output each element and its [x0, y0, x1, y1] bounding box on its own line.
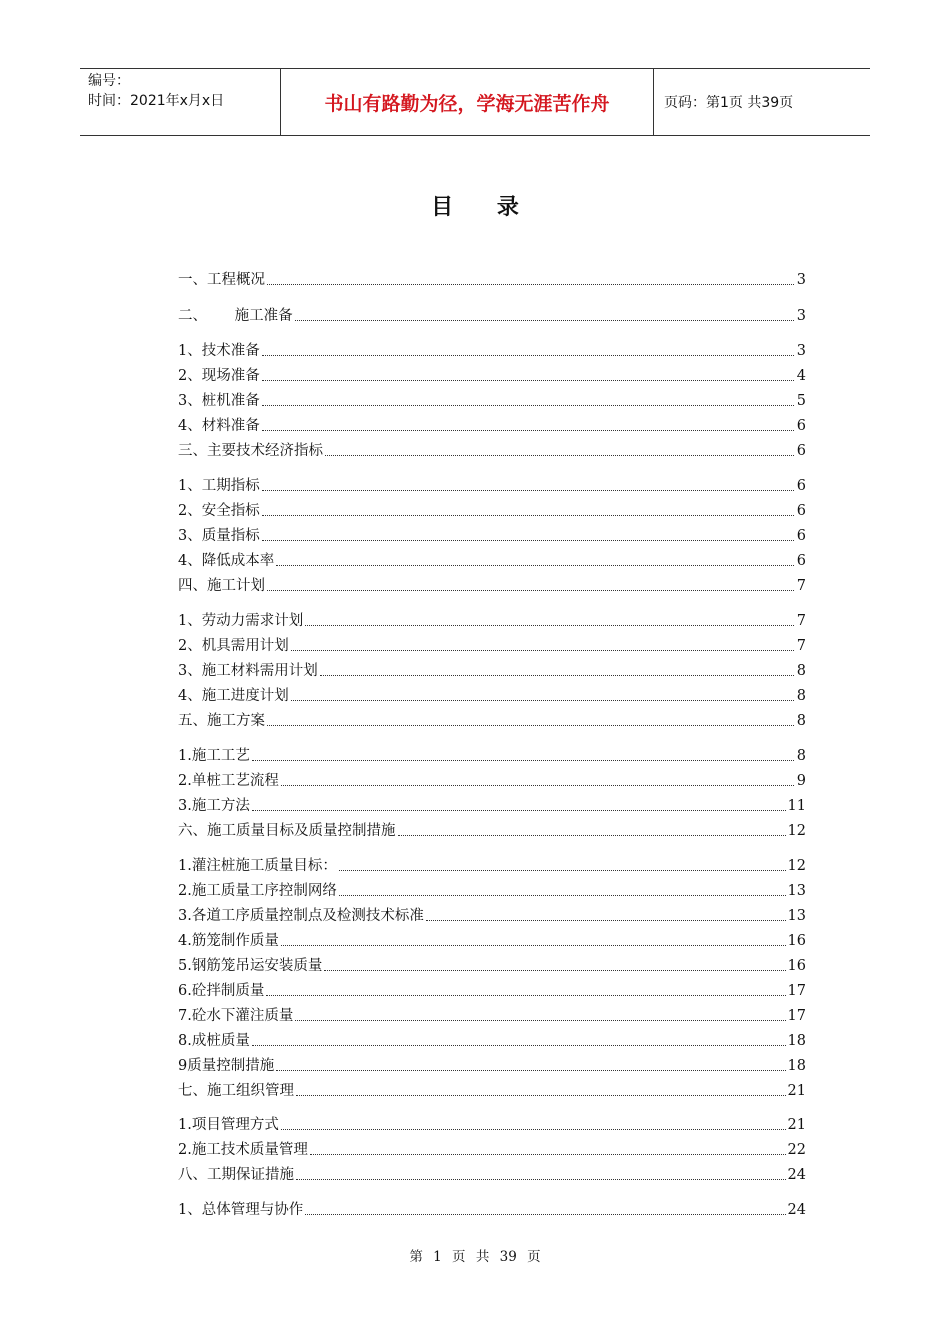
header-meta — [80, 69, 281, 135]
toc-leader-dots — [267, 590, 794, 591]
toc-entry[interactable] — [178, 881, 806, 901]
toc-leader-dots — [267, 725, 794, 726]
toc-leader-dots — [262, 355, 794, 356]
toc-leader-dots — [324, 970, 785, 971]
toc-leader-dots — [296, 1095, 786, 1096]
toc-entry-label: 3.各道工序质量控制点及检测技术标准 — [178, 908, 424, 924]
toc-leader-dots — [281, 1129, 786, 1130]
toc-entry-page: 3 — [796, 308, 806, 324]
toc-leader-dots — [325, 455, 794, 456]
toc-leader-dots — [266, 995, 785, 996]
toc-entry-label: 六、施工质量目标及质量控制措施 — [178, 823, 396, 839]
toc-entry-page: 7 — [796, 613, 806, 629]
toc-entry-label: 五、施工方案 — [178, 713, 265, 729]
header-page-info: 页码：第1页 共39页 — [664, 95, 794, 111]
toc-entry-page: 6 — [796, 478, 806, 494]
toc-entry-page: 6 — [796, 503, 806, 519]
toc-entry-page: 22 — [787, 1142, 806, 1158]
toc-leader-dots — [305, 1214, 785, 1215]
toc-leader-dots — [339, 895, 786, 896]
toc-entry-label: 5.钢筋笼吊运安装质量 — [178, 958, 323, 974]
toc-entry[interactable] — [178, 366, 806, 386]
toc-entry[interactable] — [178, 956, 806, 976]
toc-leader-dots — [262, 430, 794, 431]
toc-entry[interactable] — [178, 391, 806, 411]
toc-entry[interactable] — [178, 1140, 806, 1160]
toc-entry[interactable] — [178, 746, 806, 766]
toc-leader-dots — [320, 675, 794, 676]
toc-entry-label: 2、机具需用计划 — [178, 638, 289, 654]
toc-leader-dots — [398, 835, 786, 836]
toc-entry[interactable] — [178, 771, 806, 791]
toc-entry-label: 6.砼拌制质量 — [178, 983, 265, 999]
toc-entry-label: 1、总体管理与协作 — [178, 1202, 304, 1218]
toc-leader-dots — [276, 565, 794, 566]
toc-entry-label: 2.施工技术质量管理 — [178, 1142, 308, 1158]
toc-entry-page: 12 — [787, 858, 806, 874]
toc-leader-dots — [281, 945, 786, 946]
toc-entry[interactable] — [178, 931, 806, 951]
toc-entry-label: 2、现场准备 — [178, 368, 260, 384]
toc-entry-label: 1、劳动力需求计划 — [178, 613, 304, 629]
toc-leader-dots — [252, 810, 786, 811]
toc-entry[interactable] — [178, 661, 806, 681]
toc-entry[interactable] — [178, 1165, 806, 1185]
toc-entry-page: 7 — [796, 578, 806, 594]
toc-entry-label: 3.施工方法 — [178, 798, 250, 814]
toc-entry[interactable] — [178, 906, 806, 926]
toc-entry[interactable] — [178, 1200, 806, 1220]
toc-leader-dots — [305, 625, 794, 626]
toc-leader-dots — [262, 540, 794, 541]
toc-entry-label: 一、工程概况 — [178, 272, 265, 288]
toc-entry-label: 四、施工计划 — [178, 578, 265, 594]
toc-entry-page: 17 — [787, 983, 806, 999]
code-label: 编号： — [88, 73, 130, 89]
toc-entry[interactable] — [178, 476, 806, 496]
toc-leader-dots — [295, 1020, 785, 1021]
toc-entry-label: 8.成桩质量 — [178, 1033, 250, 1049]
toc-entry-page: 17 — [787, 1008, 806, 1024]
toc-leader-dots — [267, 284, 794, 285]
toc-entry[interactable] — [178, 981, 806, 1001]
toc-leader-dots — [281, 785, 794, 786]
page-header — [80, 68, 870, 136]
toc-entry-page: 6 — [796, 528, 806, 544]
toc-entry-label: 1.施工工艺 — [178, 748, 250, 764]
toc-entry-label: 3、施工材料需用计划 — [178, 663, 318, 679]
toc-entry[interactable] — [178, 526, 806, 546]
toc-entry-label: 七、施工组织管理 — [178, 1083, 294, 1099]
toc-entry-label: 3、桩机准备 — [178, 393, 260, 409]
toc-entry-label: 9质量控制措施 — [178, 1058, 275, 1074]
toc-entry[interactable] — [178, 576, 806, 596]
toc-entry[interactable] — [178, 856, 806, 876]
toc-entry-page: 21 — [787, 1083, 806, 1099]
toc-entry[interactable] — [178, 686, 806, 706]
toc-leader-dots — [426, 920, 786, 921]
toc-entry-label: 1、工期指标 — [178, 478, 260, 494]
toc-leader-dots — [262, 490, 794, 491]
toc-entry-page: 9 — [796, 773, 806, 789]
header-motto: 书山有路勤为径，学海无涯苦作舟 — [281, 69, 654, 135]
time-label: 时间：2021年x月x日 — [88, 93, 225, 109]
toc-entry-page: 8 — [796, 688, 806, 704]
toc-entry[interactable] — [178, 270, 806, 290]
toc-entry[interactable] — [178, 1115, 806, 1135]
toc-entry-label: 7.砼水下灌注质量 — [178, 1008, 294, 1024]
toc-entry-label: 2、安全指标 — [178, 503, 260, 519]
toc-leader-dots — [310, 1154, 786, 1155]
toc-entry-page: 18 — [787, 1058, 806, 1074]
toc-entry-label: 2.单桩工艺流程 — [178, 773, 279, 789]
toc-entry[interactable] — [178, 551, 806, 571]
toc-entry[interactable] — [178, 341, 806, 361]
toc-entry-page: 8 — [796, 748, 806, 764]
toc-leader-dots — [296, 1179, 786, 1180]
toc-entry-page: 13 — [787, 883, 806, 899]
toc-entry-label: 4、施工进度计划 — [178, 688, 289, 704]
toc-entry-page: 24 — [787, 1202, 806, 1218]
toc-entry-page: 16 — [787, 958, 806, 974]
toc-entry-label: 1.灌注桩施工质量目标： — [178, 858, 337, 874]
toc-leader-dots — [291, 650, 794, 651]
toc-entry-label: 3、质量指标 — [178, 528, 260, 544]
toc-entry-label: 1、技术准备 — [178, 343, 260, 359]
toc-entry-page: 8 — [796, 713, 806, 729]
toc-entry-page: 11 — [787, 798, 806, 814]
toc-entry-label: 4.筋笼制作质量 — [178, 933, 279, 949]
toc-entry-page: 5 — [796, 393, 806, 409]
toc-entry-page: 7 — [796, 638, 806, 654]
toc-leader-dots — [262, 515, 794, 516]
toc-entry-page: 4 — [796, 368, 806, 384]
toc-entry[interactable] — [178, 711, 806, 731]
toc-entry-page: 8 — [796, 663, 806, 679]
page-title: 目 录 — [431, 194, 537, 220]
toc-leader-dots — [252, 760, 794, 761]
toc-entry[interactable] — [178, 441, 806, 461]
toc-entry[interactable] — [178, 1006, 806, 1026]
toc-entry-label: 4、降低成本率 — [178, 553, 275, 569]
toc-leader-dots — [262, 405, 794, 406]
toc-entry[interactable] — [178, 796, 806, 816]
toc-entry-label: 八、工期保证措施 — [178, 1167, 294, 1183]
toc-entry-page: 6 — [796, 443, 806, 459]
toc-entry-page: 24 — [787, 1167, 806, 1183]
toc-entry[interactable] — [178, 611, 806, 631]
toc-entry-label: 1.项目管理方式 — [178, 1117, 279, 1133]
toc-entry-page: 21 — [787, 1117, 806, 1133]
toc-entry-page: 6 — [796, 418, 806, 434]
toc-entry[interactable] — [178, 416, 806, 436]
toc-leader-dots — [291, 700, 794, 701]
toc-entry[interactable] — [178, 1031, 806, 1051]
toc-leader-dots — [276, 1070, 785, 1071]
toc-entry-label: 三、主要技术经济指标 — [178, 443, 323, 459]
toc-leader-dots — [339, 870, 786, 871]
toc-entry[interactable] — [178, 1081, 806, 1101]
page-footer: 第 1 页 共 39 页 — [409, 1249, 541, 1265]
toc-entry[interactable] — [178, 636, 806, 656]
toc-leader-dots — [295, 320, 794, 321]
toc-entry[interactable] — [178, 306, 806, 326]
toc-leader-dots — [262, 380, 794, 381]
toc-entry[interactable] — [178, 501, 806, 521]
toc-entry-page: 6 — [796, 553, 806, 569]
toc-entry-page: 18 — [787, 1033, 806, 1049]
toc-entry-label: 4、材料准备 — [178, 418, 260, 434]
toc-entry[interactable] — [178, 1056, 806, 1076]
toc-entry-page: 3 — [796, 272, 806, 288]
toc-leader-dots — [252, 1045, 786, 1046]
toc-entry[interactable] — [178, 821, 806, 841]
toc-entry-page: 12 — [787, 823, 806, 839]
toc-entry-label: 2.施工质量工序控制网络 — [178, 883, 337, 899]
toc-entry-label: 二、 施工准备 — [178, 308, 293, 324]
toc-entry-page: 13 — [787, 908, 806, 924]
toc-entry-page: 16 — [787, 933, 806, 949]
toc-entry-page: 3 — [796, 343, 806, 359]
